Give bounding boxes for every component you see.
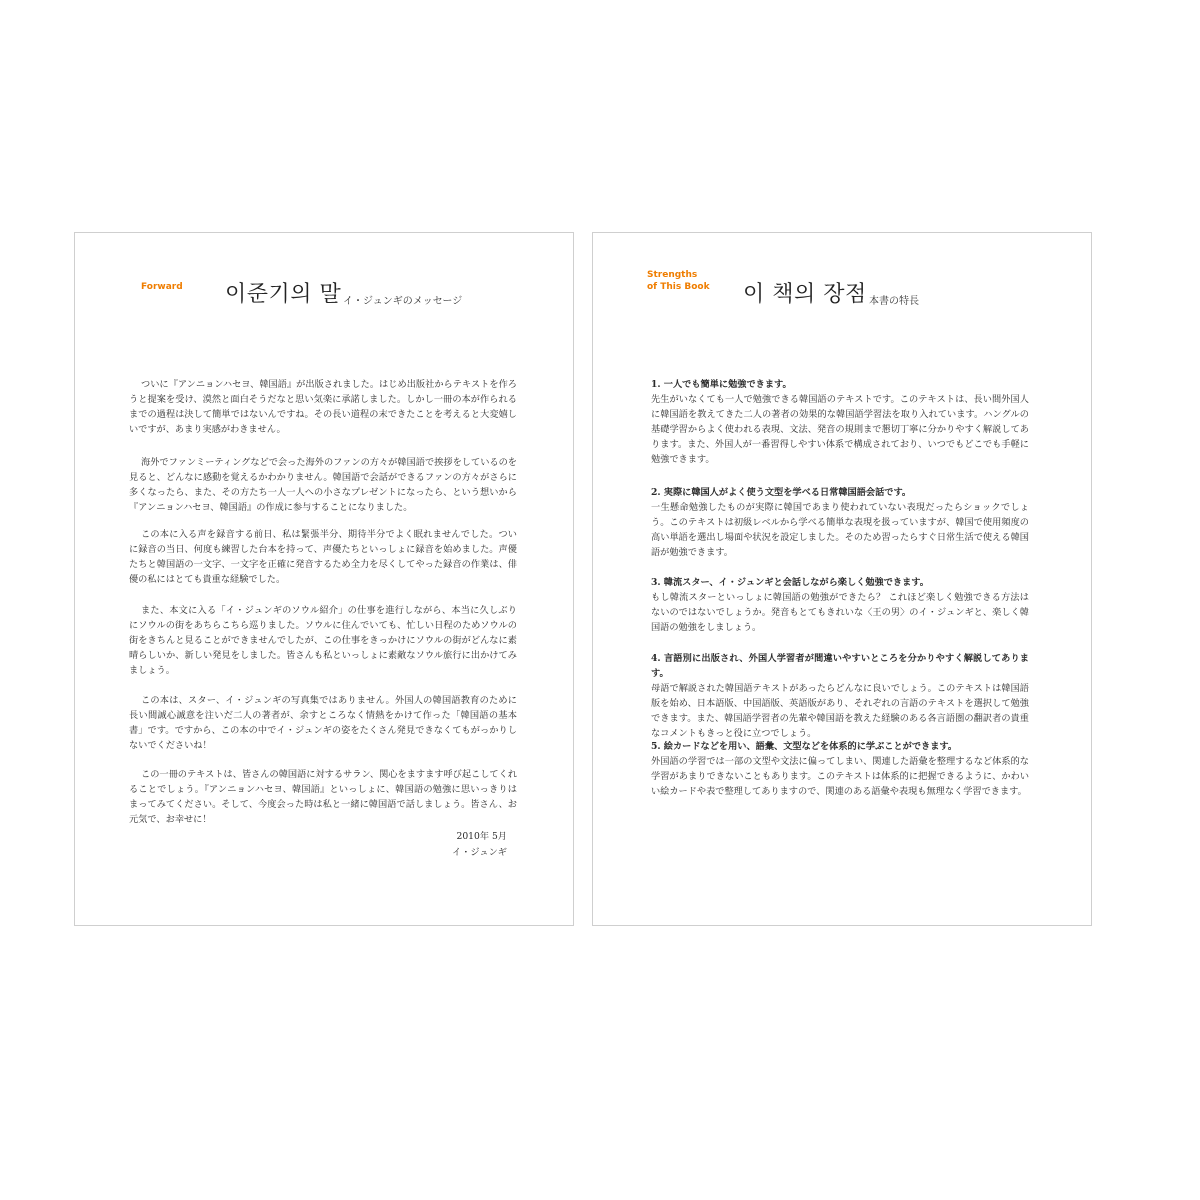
- strength-item-body: 母語で解説された韓国語テキストがあったらどんなに良いでしょう。このテキストは韓国語版を始め、日本語版、中国語版、英語版があり、それぞれの言語のテキストを選択して勉強できます。また、韓国語学習者の先輩や韓国語を教えた経験のある各言語圏の翻訳者の貴重なコメントもきっと役に立つでしょう。: [651, 683, 1029, 739]
- strength-item-heading: 2. 実際に韓国人がよく使う文型を学べる日常韓国語会話です。: [651, 487, 912, 498]
- right-page: [592, 232, 1092, 926]
- strength-item-body: 先生がいなくても一人で勉強できる韓国語のテキストです。このテキストは、長い間外国人に韓国語を教えてきた二人の著者の効果的な韓国語学習法を取り入れています。ハングルの基礎学習からよく使われる表現、文法、発音の規則まで懇切丁寧に分かりやすく解説してあります。また、外国人が一番習得しやすい体系で構成されており、いつでもどこでも手軽に勉強できます。: [651, 394, 1029, 465]
- strength-item-heading: 3. 韓流スター、イ・ジュンギと会話しながら楽しく勉強できます。: [651, 577, 929, 588]
- strength-item-heading: 4. 言語別に出版され、外国人学習者が間違いやすいところを分かりやすく解説してあります。: [651, 653, 1029, 679]
- strength-item-body: 外国語の学習では一部の文型や文法に偏ってしまい、関連した語彙を整理するなど体系的な学習があまりできないこともあります。このテキストは体系的に把握できるように、かわいい絵カードや表で整理してありますので、関連のある語彙や表現も無理なく学習できます。: [651, 756, 1029, 797]
- left-page: [74, 232, 574, 926]
- strength-item-1: [651, 377, 1029, 467]
- strength-item-2: [651, 485, 1029, 560]
- page-title-japanese: 本書の特長: [869, 296, 919, 307]
- message-paragraph-4: また、本文に入る「イ・ジュンギのソウル紹介」の仕事を進行しながら、本当に久しぶりにソウルの街をあちらこちら巡りました。ソウルに住んでいても、忙しい日程のためソウルの街をきちんと見ることができませんでしたが、この仕事をきっかけにソウルの街がどんなに素晴らしいか、新しい発見をしました。皆さんも私といっしょに素敵なソウル旅行に出かけてみましょう。: [129, 605, 517, 676]
- strength-item-body: 一生懸命勉強したものが実際に韓国であまり使われていない表現だったらショックでしょう。このテキストは初級レベルから学べる簡単な表現を扱っていますが、韓国で使用頻度の高い単語を選出し場面や状況を設定しました。そのため習ったらすぐ日常生活で使える韓国語が勉強できます。: [651, 502, 1029, 558]
- strength-item-5: [651, 739, 1029, 799]
- strength-item-heading: 5. 絵カードなどを用い、語彙、文型などを体系的に学ぶことができます。: [651, 741, 958, 752]
- message-paragraph-5: この本は、スター、イ・ジュンギの写真集ではありません。外国人の韓国語教育のために長い間誠心誠意を注いだ二人の著者が、余すところなく情熱をかけて作った「韓国語の基本書」です。ですから、この本の中でイ・ジュンギの姿をたくさん発見できなくてもがっかりしないでくださいね！: [129, 695, 517, 751]
- forward-label: Forward: [141, 282, 183, 292]
- page-title-japanese: イ・ジュンギのメッセージ: [343, 296, 463, 307]
- strengths-label: Strengths of This Book: [647, 270, 710, 292]
- strength-item-4: [651, 651, 1029, 741]
- message-paragraph-3: この本に入る声を録音する前日、私は緊張半分、期待半分でよく眠れませんでした。ついに録音の当日、何度も練習した台本を持って、声優たちといっしょに録音を始めました。声優たちと韓国語の一文字、一文字を正確に発音するため全力を尽くしてやった録音の作業は、俳優の私にはとても貴重な経験でした。: [129, 529, 517, 585]
- message-signature: イ・ジュンギ: [452, 847, 507, 858]
- strength-item-body: もし韓流スターといっしょに韓国語の勉強ができたら？ これほど楽しく勉強できる方法はないのではないでしょうか。発音もとてもきれいな〈王の男〉のイ・ジュンギと、楽しく韓国語の勉強をしましょう。: [651, 592, 1029, 633]
- message-date: 2010年 5月: [456, 831, 507, 842]
- strength-item-3: [651, 575, 1029, 635]
- message-paragraph-2: 海外でファンミーティングなどで会った海外のファンの方々が韓国語で挨拶をしているのを見ると、どんなに感動を覚えるかわかりません。韓国語で会話ができるファンの方々がさらに多くなったら、また、その方たち一人一人への小さなプレゼントになったら、という想いから『アンニョンハセヨ、韓国語』の作成に参与することになりました。: [129, 457, 517, 513]
- page-title-korean: 이준기의 말: [225, 282, 342, 307]
- message-paragraph-1: ついに『アンニョンハセヨ、韓国語』が出版されました。はじめ出版社からテキストを作ろうと提案を受け、漠然と面白そうだなと思い気楽に承諾しました。しかし一冊の本が作られるまでの過程は決して簡単ではないんですね。その長い道程の末できたことを考えると大変嬉しいですが、あまり実感がわきません。: [129, 379, 517, 435]
- message-paragraph-6: この一冊のテキストは、皆さんの韓国語に対するサラン、関心をますます呼び起こしてくれることでしょう。『アンニョンハセヨ、韓国語』といっしょに、韓国語の勉強に思いっきりはまってみてください。そして、今度会った時は私と一緒に韓国語で話しましょう。皆さん、お元気で、お幸せに！: [129, 769, 517, 825]
- strength-item-heading: 1. 一人でも簡単に勉強できます。: [651, 379, 792, 390]
- page-title-korean: 이 책의 장점: [743, 282, 867, 307]
